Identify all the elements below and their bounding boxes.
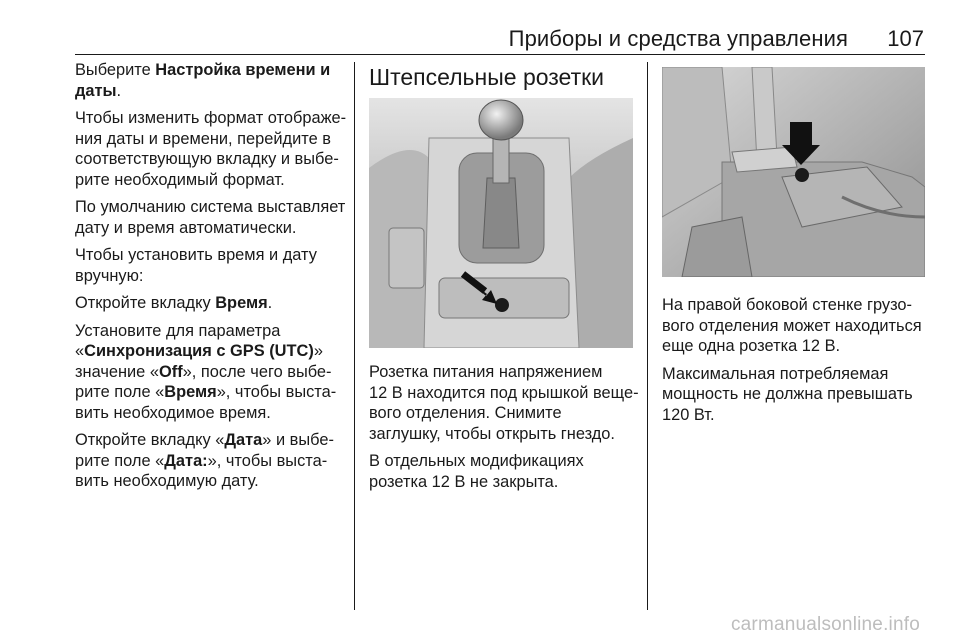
paragraph-gps-sync	[75, 321, 355, 424]
page-header	[0, 0, 960, 60]
text-line: заглушку, чтобы открыть гнездо.	[369, 424, 615, 443]
section-title: Штепсельные розетки	[369, 64, 605, 90]
paragraph-cargo-socket	[662, 295, 930, 357]
text: рите поле «	[75, 451, 165, 470]
text-line: вить необходимое время.	[75, 403, 271, 422]
paragraph-select-setting	[75, 60, 355, 101]
text-line: В отдельных модификациях	[369, 452, 584, 470]
cargo-socket-illustration	[662, 67, 925, 277]
text: »	[313, 342, 323, 360]
field-name: Время	[164, 383, 217, 401]
tab-name: Дата	[224, 431, 263, 449]
text: значение «	[75, 362, 159, 381]
text-line: мощность не должна превышать	[662, 385, 913, 403]
text: Выберите	[75, 61, 156, 79]
text-line: 120 Вт.	[662, 405, 715, 424]
tab-name: Время	[215, 294, 268, 312]
text: рите поле «	[75, 383, 165, 401]
text-line: дату и время автоматически.	[75, 218, 297, 237]
text: «	[75, 342, 85, 360]
column-cargo-socket	[662, 60, 930, 432]
header-divider	[75, 54, 925, 55]
text-line: По умолчанию система выставляет	[75, 198, 346, 216]
text-line: вить необходимую дату.	[75, 472, 259, 490]
paragraph-socket-variant	[369, 451, 634, 492]
text-line: 12 В находится под крышкой веще-	[369, 383, 639, 402]
paragraph-socket-location	[369, 362, 639, 444]
column-divider-2	[647, 62, 648, 610]
parameter-name: Синхронизация с GPS (UTC)	[84, 342, 314, 360]
text-line: вого отделения. Снимите	[369, 404, 562, 422]
watermark: carmanualsonline.info	[730, 614, 920, 635]
page-number: 107	[887, 26, 924, 51]
console-socket-illustration	[369, 98, 633, 348]
column-time-settings	[75, 60, 355, 499]
text-line: Максимальная потребляемая	[662, 364, 889, 383]
text: » и выбе-	[262, 431, 334, 449]
text: Откройте вкладку «	[75, 431, 225, 449]
text-line: ния даты и времени, перейдите в	[75, 129, 331, 148]
paragraph-change-format	[75, 108, 355, 190]
paragraph-open-date-tab	[75, 430, 355, 492]
paragraph-max-power	[662, 364, 930, 426]
text: .	[116, 81, 122, 100]
column-power-sockets	[369, 60, 639, 499]
text-line: вого отделения может находиться	[662, 316, 922, 335]
text-line: рите необходимый формат.	[75, 170, 285, 189]
text-line: Чтобы установить время и дату	[75, 246, 317, 264]
spacer	[662, 277, 930, 295]
paragraph-manual	[75, 245, 355, 286]
text-line: соответствующую вкладку и выбе-	[75, 150, 339, 168]
text-line: еще одна розетка 12 В.	[662, 337, 841, 355]
text-line: Розетка питания напряжением	[369, 363, 603, 381]
text-line: На правой боковой стенке грузо-	[662, 296, 913, 314]
text-line: Чтобы изменить формат отображе-	[75, 109, 347, 127]
text: .	[267, 294, 273, 312]
text: », чтобы выста-	[207, 451, 328, 470]
text-line: Установите для параметра	[75, 321, 281, 340]
menu-item-name: Настройка времени и	[155, 61, 331, 79]
field-name: Дата:	[164, 451, 208, 470]
paragraph-open-time-tab	[75, 293, 355, 314]
text: », чтобы выста-	[216, 383, 337, 401]
text-line: вручную:	[75, 266, 144, 285]
spacer	[369, 348, 634, 362]
paragraph-default	[75, 197, 355, 238]
page-header-title: Приборы и средства управления	[508, 26, 848, 51]
menu-item-name: даты	[75, 81, 117, 100]
text-line: розетка 12 В не закрыта.	[369, 472, 559, 491]
text: Откройте вкладку	[75, 294, 216, 312]
parameter-value: Off	[158, 362, 183, 381]
text: », после чего выбе-	[182, 362, 332, 381]
